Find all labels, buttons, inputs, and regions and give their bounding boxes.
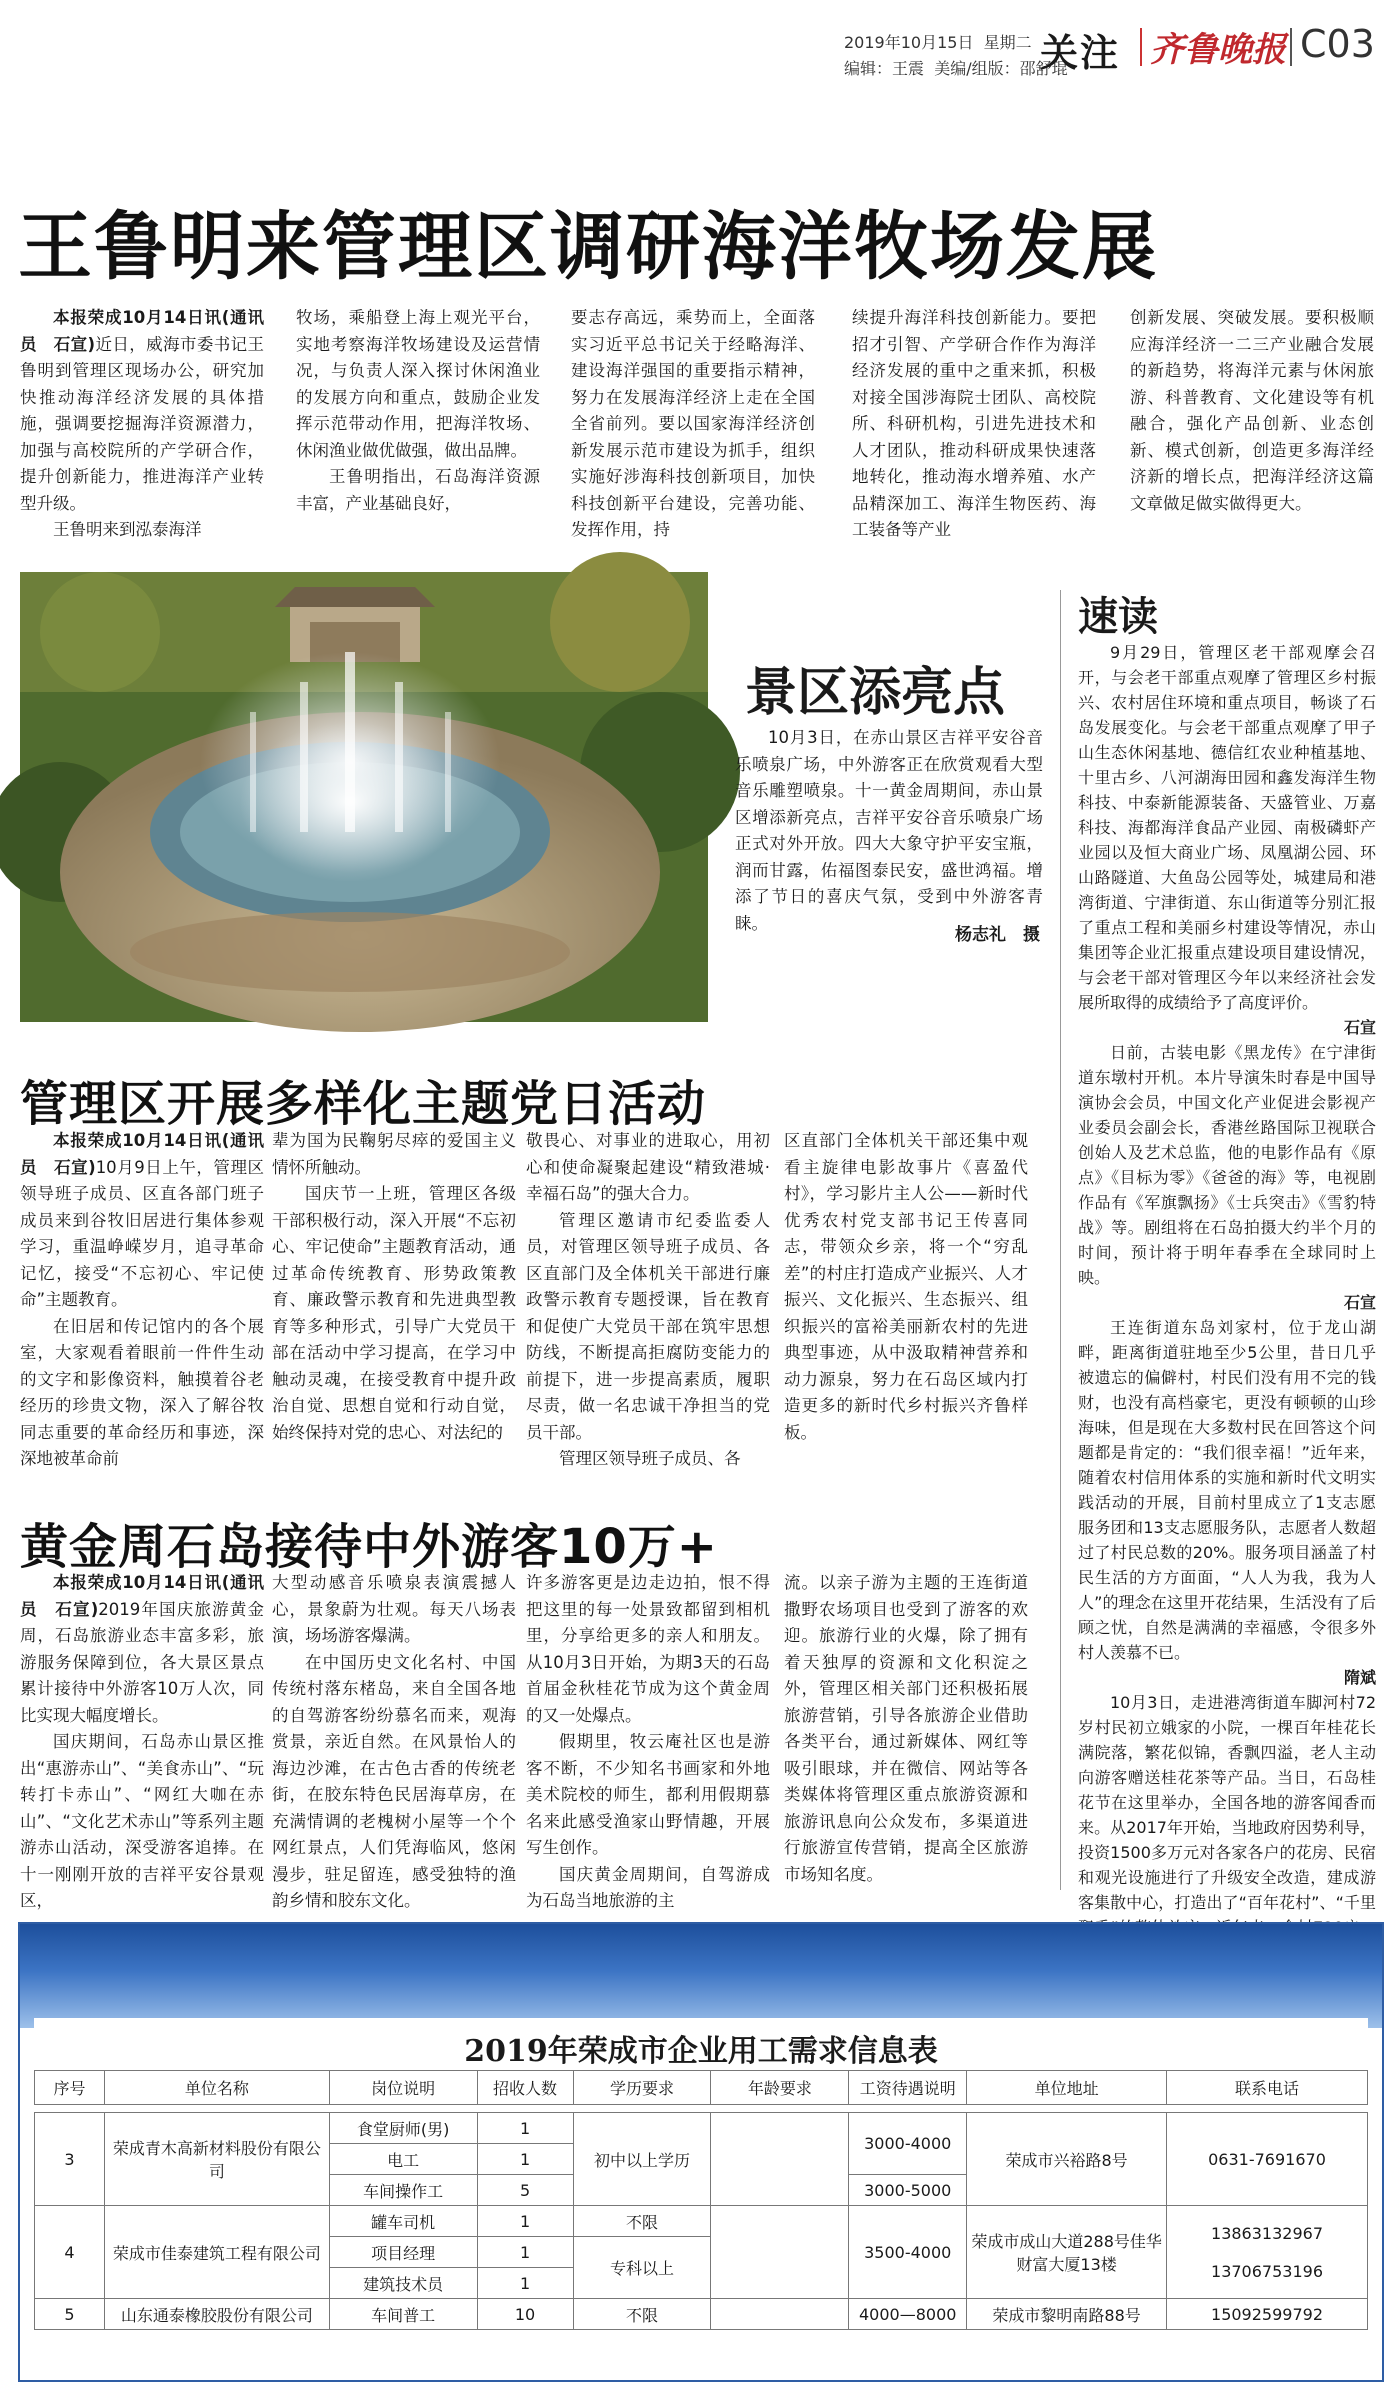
cell-wage: 4000—8000 <box>849 2299 967 2330</box>
header-weekday: 星期二 <box>983 33 1032 52</box>
quick-read-author: 石宣 <box>1343 1293 1376 1312</box>
article2-dateline: 本报荣成10月14日讯(通讯员 石宣) <box>20 1131 264 1177</box>
article1-dateline: 本报荣成10月14日讯(通讯员 石宣) <box>20 308 264 354</box>
quick-read-item: 王连街道东岛刘家村，位于龙山湖畔，距离街道驻地至少5公里，昔日几乎被遗忘的偏僻村，村民们没有用不完的钱财，也没有高档豪宅，更没有顿顿的山珍海味，但是现在大多数村民在回答这个问题都是肯定的：“我们很幸福！”近年来，随着农村信用体系的实施和新时代文明实践活动的开展，目前村里成立了1支志愿服务团和13支志愿服务队，志愿者人数超过了村民总数的20%。服务项目涵盖了村民生活的方方面面，“人人为我，我为人人”的理念在这里开花结果，生活没有了后顾之忧，自然是满满的幸福感，令很多外村人羡慕不已。 <box>1078 1318 1376 1662</box>
quick-read-item: 9月29日，管理区老干部观摩会召开，与会老干部重点观摩了管理区乡村振兴、农村居住环境和重点项目，畅谈了石岛发展变化。与会老干部重点观摩了甲子山生态休闲基地、德信红农业种植基地、十里古乡、八河湖海田园和鑫发海洋生物科技、中泰新能源装备、天盛管业、万嘉科技、海都海洋食品产业园、南极磷虾产业园以及恒大商业广场、凤凰湖公园、环山路隧道、大鱼岛公园等处，城建局和港湾街道、宁津街道、东山街道等分别汇报了重点工程和美丽乡村建设等情况，赤山集团等企业汇报重点建设项目建设情况，与会老干部对管理区今年以来经济社会发展所取得的成绩给予了高度评价。 <box>1078 643 1376 1012</box>
masthead <box>0 0 1395 78</box>
table-header-row <box>35 2071 1368 2105</box>
job-table <box>34 2070 1368 2330</box>
cell-no: 4 <box>35 2206 105 2299</box>
table-row <box>35 2206 1368 2237</box>
article1-col4 <box>852 305 1096 545</box>
article3-headline: 黄金周石岛接待中外游客10万+ <box>20 1519 719 1575</box>
article1-text: 王鲁明来到泓泰海洋 <box>53 520 202 539</box>
table-header: 联系电话 <box>1167 2071 1368 2105</box>
article1-col5 <box>1130 305 1374 545</box>
header-divider <box>1290 28 1292 66</box>
article1-col1 <box>20 305 264 545</box>
header-divider <box>1140 28 1142 66</box>
table-header: 工资待遇说明 <box>849 2071 967 2105</box>
article3-text: 流。以亲子游为主题的王连街道撒野农场项目也受到了游客的欢迎。旅游行业的火爆，除了拥有着天独厚的资源和文化积淀之外，管理区相关部门还积极拓展旅游营销，引导各旅游企业借助各类平台，通过新媒体、网红等吸引眼球，并在微信、网站等各类媒体将管理区重点旅游资源和旅游讯息向公众发布，多渠道进行旅游宣传营销，提高全区旅游市场知名度。 <box>784 1573 1028 1884</box>
cell-wage: 3500-4000 <box>849 2206 967 2299</box>
photo-feature-title: 景区添亮点 <box>745 663 1006 723</box>
article1-text: 王鲁明指出，石岛海洋资源丰富，产业基础良好， <box>296 467 540 513</box>
phone-number: 13706753196 <box>1211 2261 1323 2281</box>
article2-text: 管理区邀请市纪委监委人员，对管理区领导班子成员、各区直部门及全体机关干部进行廉政警示教育专题授课，旨在教育和促使广大党员干部在筑牢思想防线，不断提高拒腐防变能力的前提下，进一步提高素质，履职尽责，做一名忠诚干净担当的党员干部。 <box>526 1210 770 1442</box>
table-header: 招收人数 <box>477 2071 573 2105</box>
cell-education: 不限 <box>573 2206 711 2237</box>
table-header: 单位名称 <box>104 2071 329 2105</box>
cell-education: 专科以上 <box>573 2237 711 2299</box>
header-editor: 编辑：王震 <box>844 59 925 78</box>
cell-count: 1 <box>477 2237 573 2268</box>
cell-wage: 3000-5000 <box>849 2175 967 2206</box>
cell-address: 荣成市黎明南路88号 <box>967 2299 1167 2330</box>
column-rule <box>1060 590 1061 1890</box>
article2-text: 管理区领导班子成员、各 <box>559 1449 741 1468</box>
photo-credit: 杨志礼 摄 <box>955 925 1040 945</box>
quick-read-author: 石宣 <box>1343 1018 1376 1037</box>
cell-no: 5 <box>35 2299 105 2330</box>
article3-col4 <box>784 1570 1028 1900</box>
table-header: 序号 <box>35 2071 105 2105</box>
cell-position: 车间普工 <box>329 2299 477 2330</box>
cell-position: 项目经理 <box>329 2237 477 2268</box>
article1-text: 创新发展、突破发展。要积极顺应海洋经济一二三产业融合发展的新趋势，将海洋元素与休闲旅游、科普教育、文化建设等有机融合，强化产品创新、业态创新、模式创新，创造更多海洋经济新的增长点，把海洋经济这篇文章做足做实做得更大。 <box>1130 308 1374 513</box>
ad-title: 2019年荣成市企业用工需求信息表 <box>464 2034 938 2069</box>
fountain-photo <box>20 572 708 1022</box>
table-header: 岗位说明 <box>329 2071 477 2105</box>
section-name: 关注 <box>1040 31 1121 75</box>
table-header: 单位地址 <box>967 2071 1167 2105</box>
cell-company: 荣成青木高新材料股份有限公司 <box>104 2113 329 2206</box>
header-meta <box>844 30 1068 82</box>
article3-col1 <box>20 1570 264 1910</box>
cell-position: 食堂厨师(男) <box>329 2113 477 2144</box>
article3-text: 大型动感音乐喷泉表演震撼人心，景象蔚为壮观。每天八场表演，场场游客爆满。 <box>272 1573 516 1645</box>
article1-text: 近日，威海市委书记王鲁明到管理区现场办公，研究加快推动海洋经济发展的具体措施，强调要挖掘海洋资源潜力，加强与高校院所的产学研合作，提升创新能力，推进海洋产业转型升级。 <box>20 334 265 513</box>
table-spacer <box>35 2105 1368 2113</box>
table-header: 年龄要求 <box>711 2071 849 2105</box>
article3-text: 假期里，牧云庵社区也是游客不断，不少知名书画家和外地美术院校的师生，都利用假期慕名来此感受渔家山野情趣，开展写生创作。 <box>526 1732 770 1857</box>
quick-read-heading: 速读 <box>1078 594 1158 640</box>
photo-caption <box>735 725 1043 933</box>
article1-col2 <box>296 305 540 545</box>
cell-education: 不限 <box>573 2299 711 2330</box>
cell-age <box>711 2299 849 2330</box>
table-row <box>35 2113 1368 2144</box>
article3-dateline: 本报荣成10月14日讯(通讯员 石宣) <box>20 1573 264 1619</box>
cell-wage: 3000-4000 <box>849 2113 967 2175</box>
article3-text: 许多游客更是边走边拍，恨不得把这里的每一处景致都留到相机里，分享给更多的亲人和朋友。从10月3日开始，为期3天的石岛首届金秋桂花节成为这个黄金周的又一处爆点。 <box>526 1573 770 1725</box>
article2-col3 <box>526 1128 770 1478</box>
cell-phone: 15092599792 <box>1167 2299 1368 2330</box>
phone-number: 13863132967 <box>1211 2223 1323 2243</box>
cell-position: 车间操作工 <box>329 2175 477 2206</box>
article3-text: 2019年国庆旅游黄金周，石岛旅游业态丰富多彩，旅游服务保障到位，各大景区景点累计接待中外游客10万人次，同比实现大幅度增长。 <box>20 1599 264 1725</box>
quick-read-author: 隋斌 <box>1343 1668 1376 1687</box>
employment-ad <box>18 1922 1384 2382</box>
cell-education: 初中以上学历 <box>573 2113 711 2206</box>
article3-text: 国庆黄金周期间，自驾游成为石岛当地旅游的主 <box>526 1864 770 1910</box>
article2-text: 在旧居和传记馆内的各个展室，大家观看着眼前一件件生动的文字和影像资料，触摸着谷老经历的珍贵文物，深入了解谷牧同志重要的革命经历和事迹，深深地被革命前 <box>20 1316 264 1468</box>
article1-text: 牧场，乘船登上海上观光平台，实地考察海洋牧场建设及运营情况，与负责人深入探讨休闲渔业的发展方向和重点，鼓励企业发挥示范带动作用，把海洋牧场、休闲渔业做优做强，做出品牌。 <box>296 308 540 460</box>
cell-count: 10 <box>477 2299 573 2330</box>
newspaper-logo: 齐鲁晚报 <box>1150 30 1286 70</box>
page-number: C03 <box>1300 22 1375 66</box>
article2-col4 <box>784 1128 1028 1478</box>
article2-text: 敬畏心、对事业的进取心，用初心和使命凝聚起建设“精致港城·幸福石岛”的强大合力。 <box>526 1131 770 1203</box>
quick-read-column <box>1078 640 1376 1910</box>
cell-count: 1 <box>477 2113 573 2144</box>
cell-age <box>711 2113 849 2206</box>
cell-address: 荣成市成山大道288号佳华财富大厦13楼 <box>967 2206 1167 2299</box>
header-date: 2019年10月15日 <box>844 33 974 52</box>
article2-col2 <box>272 1128 516 1478</box>
table-row <box>35 2299 1368 2330</box>
article1-headline: 王鲁明来管理区调研海洋牧场发展 <box>18 204 1158 290</box>
cell-company: 山东通泰橡胶股份有限公司 <box>104 2299 329 2330</box>
article2-col1 <box>20 1128 264 1478</box>
article2-text: 辈为国为民鞠躬尽瘁的爱国主义情怀所触动。 <box>272 1131 516 1177</box>
article2-headline: 管理区开展多样化主题党日活动 <box>20 1076 707 1132</box>
cell-position: 电工 <box>329 2144 477 2175</box>
article3-col2 <box>272 1570 516 1910</box>
article1-text: 续提升海洋科技创新能力。要把招才引智、产学研合作作为海洋经济发展的重中之重来抓，积极对接全国涉海院士团队、高校院所、科研机构，引进先进技术和人才团队，推动科研成果快速落地转化，推动海水增养殖、水产品精深加工、海洋生物医药、海工装备等产业 <box>852 308 1096 539</box>
cell-count: 1 <box>477 2144 573 2175</box>
header-designer: 美编/组版：邵舒琨 <box>934 59 1068 78</box>
cell-count: 5 <box>477 2175 573 2206</box>
quick-read-item: 日前，古装电影《黑龙传》在宁津街道东墩村开机。本片导演朱时春是中国导演协会会员，中国文化产业促进会影视产业委员会副会长，香港丝路国际卫视联合创始人及艺术总监，他的电影作品有《原点》《目标为零》《爸爸的海》等，电视剧作品有《军旗飘扬》《士兵突击》《雪豹特战》等。剧组将在石岛拍摄大约半个月的时间，预计将于明年春季在全球同时上映。 <box>1078 1043 1376 1287</box>
cell-phone <box>1167 2206 1368 2299</box>
cell-no: 3 <box>35 2113 105 2206</box>
article2-text: 国庆节一上班，管理区各级干部积极行动，深入开展“不忘初心、牢记使命”主题教育活动，通过革命传统教育、形势政策教育、廉政警示教育和先进典型教育等多种形式，引导广大党员干部在活动中学习提高，在学习中触动灵魂，在接受教育中提升政治自觉、思想自觉和行动自觉，始终保持对党的忠心、对法纪的 <box>272 1184 516 1442</box>
article3-text: 国庆期间，石岛赤山景区推出“惠游赤山”、“美食赤山”、“玩转打卡赤山”、“网红大咖在赤山”、“文化艺术赤山”等系列主题游赤山活动，深受游客追捧。在十一刚刚开放的吉祥平安谷景观区， <box>20 1732 264 1910</box>
cell-count: 1 <box>477 2268 573 2299</box>
article3-text: 在中国历史文化名村、中国传统村落东楮岛，来自全国各地的自驾游客纷纷慕名而来，观海赏景，亲近自然。在风景怡人的海边沙滩，在古色古香的传统老街，在胶东特色民居海草房，在充满情调的老槐树小屋等一个个网红景点，人们凭海临风，悠闲漫步，驻足留连，感受独特的渔韵乡情和胶东文化。 <box>272 1652 516 1910</box>
table-header: 学历要求 <box>573 2071 711 2105</box>
ad-banner <box>20 1924 1382 2028</box>
article2-text: 10月9日上午，管理区领导班子成员、区直各部门班子成员来到谷牧旧居进行集体参观学习，重温峥嵘岁月，追寻革命记忆，接受“不忘初心、牢记使命”主题教育。 <box>20 1157 264 1309</box>
cell-count: 1 <box>477 2206 573 2237</box>
quick-read-item: 10月3日，走进港湾街道车脚河村72岁村民初立娥家的小院，一棵百年桂花长满院落，繁花似锦，香飘四溢，老人主动向游客赠送桂花茶等产品。当日，石岛桂花节在这里举办，全国各地的游客闻香而来。从2017年开始，当地政府因势利导，投资1500多万元对各家各户的花房、民宿和观光设施进行了升级安全改造，建成游客集散中心，打造出了“百年花村”、“千里 <box>1078 1693 1376 1912</box>
cell-age <box>711 2206 849 2299</box>
cell-company: 荣成市佳泰建筑工程有限公司 <box>104 2206 329 2299</box>
article1-text: 要志存高远，乘势而上，全面落实习近平总书记关于经略海洋、建设海洋强国的重要指示精神，努力在发展海洋经济上走在全国全省前列。要以国家海洋经济创新发展示范市建设为抓手，组织实施好涉海科技创新项目，加快科技创新平台建设，完善功能、发挥作用，持 <box>571 308 815 539</box>
ad-table-panel <box>34 2018 1368 2370</box>
cell-address: 荣成市兴裕路8号 <box>967 2113 1167 2206</box>
article3-col3 <box>526 1570 770 1910</box>
cell-position: 建筑技术员 <box>329 2268 477 2299</box>
cell-position: 罐车司机 <box>329 2206 477 2237</box>
article1-col3 <box>571 305 815 545</box>
article2-text: 区直部门全体机关干部还集中观看主旋律电影故事片《喜盈代村》，学习影片主人公——新时代优秀农村党支部书记王传喜同志，带领众乡亲，将一个“穷乱差”的村庄打造成产业振兴、人才振兴、文化振兴、生态振兴、组织振兴的富裕美丽新农村的先进典型事迹，从中汲取精神营养和动力源泉，努力在石岛区域内打造更多的新时代乡村振兴齐鲁样板。 <box>784 1131 1028 1442</box>
photo-caption-text: 10月3日，在赤山景区吉祥平安谷音乐喷泉广场，中外游客正在欣赏观看大型音乐雕塑喷泉。十一黄金周期间，赤山景区增添新亮点，吉祥平安谷音乐喷泉广场正式对外开放。四大大象守护平安宝瓶，润而甘露，佑福图泰民安，盛世鸿福。增添了节日的喜庆气氛，受到中外游客青睐。 <box>735 728 1043 933</box>
cell-phone: 0631-7691670 <box>1167 2113 1368 2206</box>
